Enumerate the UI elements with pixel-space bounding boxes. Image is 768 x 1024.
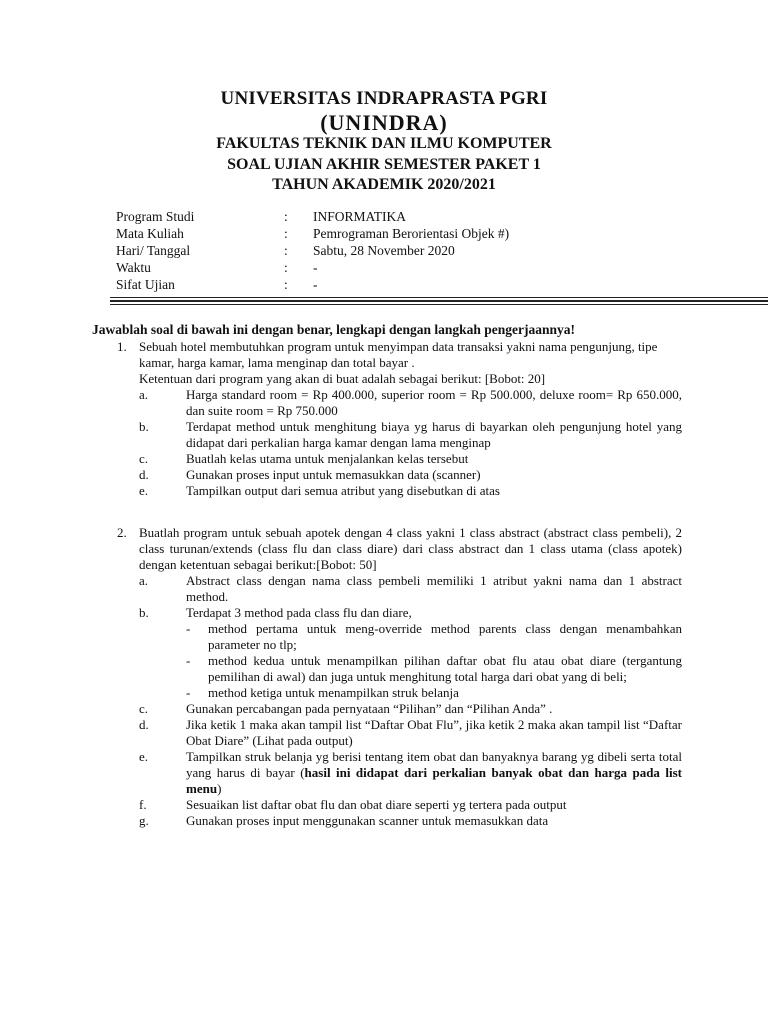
question-number: 1.: [117, 339, 127, 354]
list-item: [92, 605, 682, 621]
item-letter: a.: [139, 573, 149, 588]
dash-marker: -: [186, 621, 191, 636]
info-row-course: [116, 225, 509, 242]
info-colon: :: [284, 277, 288, 292]
info-label: Program Studi: [116, 209, 195, 224]
dash-item: [92, 621, 682, 653]
info-label: Sifat Ujian: [116, 277, 175, 292]
list-item: [92, 813, 682, 829]
info-label: Waktu: [116, 260, 151, 275]
question-2: [92, 525, 682, 573]
list-item: [92, 701, 682, 717]
info-label: Mata Kuliah: [116, 226, 184, 241]
item-letter: d.: [139, 717, 149, 732]
item-text: Abstract class dengan nama class pembeli memiliki 1 atribut yakni nama dan 1 abstract method.: [186, 573, 682, 604]
dash-item: [92, 685, 682, 701]
faculty-name: FAKULTAS TEKNIK DAN ILMU KOMPUTER: [216, 135, 552, 152]
item-letter: b.: [139, 419, 149, 434]
academic-year: TAHUN AKADEMIK 2020/2021: [272, 176, 496, 193]
item-text: [186, 749, 682, 797]
list-item: [92, 387, 682, 419]
item-letter: g.: [139, 813, 149, 828]
item-letter: a.: [139, 387, 149, 402]
question-number: 2.: [117, 525, 127, 540]
question-rule: Ketentuan dari program yang akan di buat adalah sebagai berikut: [Bobot: 20]: [139, 371, 546, 386]
question-1: [92, 339, 682, 387]
dash-text: method pertama untuk meng-override method parents class dengan menambahkan parameter no tlp;: [208, 621, 682, 652]
item-text: Jika ketik 1 maka akan tampil list “Daftar Obat Flu”, jika ketik 2 maka akan tampil list “Daftar Obat Diare” (Lihat pada output): [186, 717, 682, 748]
info-label: Hari/ Tanggal: [116, 243, 191, 258]
list-item: [92, 573, 682, 605]
list-item: [92, 483, 682, 499]
item-letter: e.: [139, 749, 149, 764]
list-item: [92, 451, 682, 467]
item-text: Terdapat 3 method pada class flu dan diare,: [186, 605, 412, 620]
item-letter: f.: [139, 797, 147, 812]
info-row-time: [116, 259, 509, 276]
list-item: [92, 717, 682, 749]
item-text-bold: hasil ini didapat dari perkalian banyak obat dan harga pada list menu: [186, 765, 682, 796]
info-value: Sabtu, 28 November 2020: [313, 243, 455, 258]
info-colon: :: [284, 260, 288, 275]
exam-questions: [92, 322, 682, 829]
dash-item: [92, 653, 682, 685]
info-colon: :: [284, 243, 288, 258]
list-item: [92, 749, 682, 797]
item-text: Buatlah kelas utama untuk menjalankan kelas tersebut: [186, 451, 469, 466]
info-value: INFORMATIKA: [313, 209, 407, 224]
item-letter: c.: [139, 451, 149, 466]
list-item: [92, 467, 682, 483]
university-abbr: (UNINDRA): [320, 110, 448, 135]
info-colon: :: [284, 226, 288, 241]
info-row-date: [116, 242, 509, 259]
item-text: Sesuaikan list daftar obat flu dan obat diare seperti yg tertera pada output: [186, 797, 567, 812]
dash-text: method kedua untuk menampilkan pilihan daftar obat flu atau obat diare (tergantung pemilihan di awal) dan juga untuk menghitung total harga dari obat yang di beli;: [208, 653, 682, 684]
exam-title: SOAL UJIAN AKHIR SEMESTER PAKET 1: [227, 156, 541, 173]
university-name: UNIVERSITAS INDRAPRASTA PGRI: [220, 88, 548, 109]
divider-line: [110, 304, 768, 305]
item-text: Gunakan proses input menggunakan scanner untuk memasukkan data: [186, 813, 549, 828]
info-value: -: [313, 277, 318, 292]
info-value: Pemrograman Berorientasi Objek #): [313, 226, 510, 241]
item-text-part: Tampilkan struk belanja yg berisi tentang item obat dan banyaknya barang yg dibeli serta total yang harus di bayar (: [186, 749, 682, 780]
divider-line: [110, 300, 768, 302]
question-intro: Sebuah hotel membutuhkan program untuk menyimpan data transaksi yakni nama pengunjung, tipe kamar, harga kamar, lama menginap dan total bayar .: [139, 339, 658, 370]
item-text-part: ): [217, 781, 222, 796]
instruction: Jawablah soal di bawah ini dengan benar, lengkapi dengan langkah pengerjaannya!: [92, 322, 576, 337]
item-letter: d.: [139, 467, 149, 482]
item-text: Terdapat method untuk menghitung biaya yg harus di bayarkan oleh pengunjung hotel yang didapat dari perkalian harga kamar dengan lama menginap: [186, 419, 682, 450]
item-letter: b.: [139, 605, 149, 620]
info-row-program: [116, 208, 509, 225]
item-text: Gunakan proses input untuk memasukkan data (scanner): [186, 467, 481, 482]
item-text: Gunakan percabangan pada pernyataan “Pilihan” dan “Pilihan Anda” .: [186, 701, 553, 716]
item-letter: c.: [139, 701, 149, 716]
dash-marker: -: [186, 653, 191, 668]
info-colon: :: [284, 209, 288, 224]
divider-line: [110, 297, 768, 298]
item-text: Tampilkan output dari semua atribut yang disebutkan di atas: [186, 483, 500, 498]
info-value: -: [313, 260, 318, 275]
list-item: [92, 797, 682, 813]
item-text: Harga standard room = Rp 400.000, superior room = Rp 500.000, deluxe room= Rp 650.000, dan suite room = Rp 750.000: [186, 387, 682, 418]
exam-info-table: [116, 208, 509, 293]
list-item: [92, 419, 682, 451]
dash-text: method ketiga untuk menampilkan struk belanja: [208, 685, 459, 700]
question-intro: Buatlah program untuk sebuah apotek dengan 4 class yakni 1 class abstract (abstract class pembeli), 2 class turunan/extends (class flu dan class diare) dari class abstract dan 1 class utama (class apotek) dengan ketentuan sebagai berikut:[Bobot: 50]: [139, 525, 682, 572]
item-letter: e.: [139, 483, 149, 498]
info-row-nature: [116, 276, 509, 293]
dash-marker: -: [186, 685, 191, 700]
